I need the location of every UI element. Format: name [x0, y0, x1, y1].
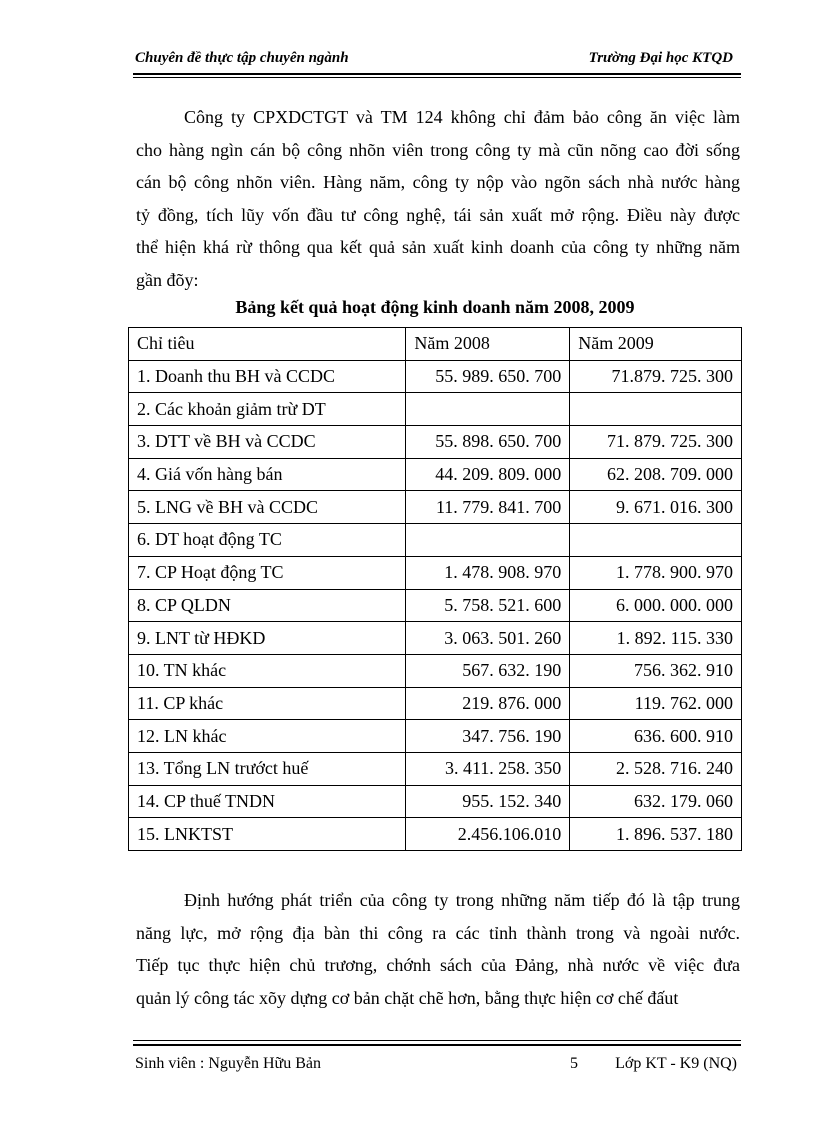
business-results-table [128, 327, 742, 851]
table-row [129, 785, 742, 818]
indicator-cell: 1. Doanh thu BH và CCDC [129, 360, 406, 393]
value-2008-cell: 55. 989. 650. 700 [406, 360, 570, 393]
value-2008-cell: 219. 876. 000 [406, 687, 570, 720]
table-row [129, 524, 742, 557]
value-2009-cell: 71.879. 725. 300 [570, 360, 742, 393]
paragraph-line: quản lý công tác xõy dựng cơ bản chặt chẽ hơn, bằng thực hiện cơ chế đấut [136, 987, 679, 1008]
indicator-cell: 8. CP QLDN [129, 589, 406, 622]
table-row [129, 654, 742, 687]
value-2009-cell: 1. 896. 537. 180 [570, 818, 742, 851]
table-row [129, 622, 742, 655]
page-header [133, 48, 735, 72]
table-row [129, 360, 742, 393]
value-2009-cell [570, 393, 742, 426]
header-course-title: Chuyên đề thực tập chuyên ngành [135, 50, 349, 66]
header-rule-thick [133, 73, 741, 75]
paragraph-line: Định hướng phát triển của công ty trong những năm tiếp đó là tập trung [184, 890, 740, 910]
value-2008-cell: 1. 478. 908. 970 [406, 556, 570, 589]
value-2009-cell: 756. 362. 910 [570, 654, 742, 687]
header-rule-thin [133, 77, 741, 78]
value-2009-cell: 1. 778. 900. 970 [570, 556, 742, 589]
header-cell: Năm 2009 [570, 328, 742, 361]
value-2008-cell [406, 393, 570, 426]
intro-paragraph [136, 101, 740, 297]
value-2008-cell: 567. 632. 190 [406, 654, 570, 687]
value-2009-cell: 636. 600. 910 [570, 720, 742, 753]
table-row [129, 426, 742, 459]
value-2009-cell [570, 524, 742, 557]
table-row [129, 393, 742, 426]
value-2008-cell: 955. 152. 340 [406, 785, 570, 818]
indicator-cell: 12. LN khác [129, 720, 406, 753]
value-2009-cell: 9. 671. 016. 300 [570, 491, 742, 524]
value-2008-cell: 3. 063. 501. 260 [406, 622, 570, 655]
page-number: 5 [570, 1055, 578, 1072]
table-row [129, 818, 742, 851]
paragraph-line: cán bộ công nhõn viên. Hàng năm, công ty nộp vào ngõn sách nhà nước hàng [136, 172, 740, 193]
value-2008-cell: 44. 209. 809. 000 [406, 458, 570, 491]
footer-rule-thick [133, 1044, 741, 1046]
value-2009-cell: 71. 879. 725. 300 [570, 426, 742, 459]
value-2008-cell: 5. 758. 521. 600 [406, 589, 570, 622]
table-row [129, 458, 742, 491]
paragraph-line: thể hiện khá rừ thông qua kết quả sản xuất kinh doanh của công ty những năm [136, 237, 740, 258]
value-2009-cell: 62. 208. 709. 000 [570, 458, 742, 491]
value-2008-cell: 347. 756. 190 [406, 720, 570, 753]
table-row [129, 556, 742, 589]
table-row [129, 491, 742, 524]
header-cell: Chỉ tiêu [129, 328, 406, 361]
indicator-cell: 5. LNG về BH và CCDC [129, 491, 406, 524]
table-row [129, 720, 742, 753]
value-2008-cell: 2.456.106.010 [406, 818, 570, 851]
value-2009-cell: 1. 892. 115. 330 [570, 622, 742, 655]
indicator-cell: 2. Các khoản giảm trừ DT [129, 393, 406, 426]
footer-rule-thin [133, 1040, 741, 1041]
indicator-cell: 9. LNT từ HĐKD [129, 622, 406, 655]
header-cell: Năm 2008 [406, 328, 570, 361]
table-header-row [129, 328, 742, 361]
indicator-cell: 10. TN khác [129, 654, 406, 687]
paragraph-line: gần đõy: [136, 269, 199, 290]
value-2009-cell: 632. 179. 060 [570, 785, 742, 818]
value-2009-cell: 6. 000. 000. 000 [570, 589, 742, 622]
value-2008-cell: 55. 898. 650. 700 [406, 426, 570, 459]
paragraph-line: Công ty CPXDCTGT và TM 124 không chỉ đảm bảo công ăn việc làm [184, 107, 740, 127]
paragraph-line: tỷ đồng, tích lũy vốn đầu tư công nghệ, tái sản xuất mở rộng. Điều này được [136, 204, 740, 225]
footer-student-name: Sinh viên : Nguyễn Hữu Bản [135, 1055, 321, 1072]
indicator-cell: 14. CP thuế TNDN [129, 785, 406, 818]
indicator-cell: 13. Tổng LN trướct huế [129, 752, 406, 785]
footer-class: Lớp KT - K9 (NQ) [615, 1055, 737, 1072]
paragraph-line: Tiếp tục thực hiện chủ trương, chớnh sách của Đảng, nhà nước về việc đưa [136, 955, 740, 976]
header-university: Trường Đại học KTQD [588, 50, 733, 66]
paragraph-line: cho hàng ngìn cán bộ công nhõn viên trong công ty mà cũn nõng cao đời sống [136, 139, 740, 160]
indicator-cell: 3. DTT về BH và CCDC [129, 426, 406, 459]
value-2009-cell: 2. 528. 716. 240 [570, 752, 742, 785]
indicator-cell: 7. CP Hoạt động TC [129, 556, 406, 589]
value-2009-cell: 119. 762. 000 [570, 687, 742, 720]
indicator-cell: 15. LNKTST [129, 818, 406, 851]
orientation-paragraph [136, 884, 740, 1014]
value-2008-cell [406, 524, 570, 557]
indicator-cell: 4. Giá vốn hàng bán [129, 458, 406, 491]
table-row [129, 687, 742, 720]
paragraph-line: năng lực, mở rộng địa bàn thi công ra các tỉnh thành trong và ngoài nước. [136, 922, 740, 943]
indicator-cell: 6. DT hoạt động TC [129, 524, 406, 557]
indicator-cell: 11. CP khác [129, 687, 406, 720]
value-2008-cell: 11. 779. 841. 700 [406, 491, 570, 524]
value-2008-cell: 3. 411. 258. 350 [406, 752, 570, 785]
table-row [129, 752, 742, 785]
table-caption: Bảng kết quả hoạt động kinh doanh năm 2008, 2009 [235, 297, 635, 317]
table-row [129, 589, 742, 622]
